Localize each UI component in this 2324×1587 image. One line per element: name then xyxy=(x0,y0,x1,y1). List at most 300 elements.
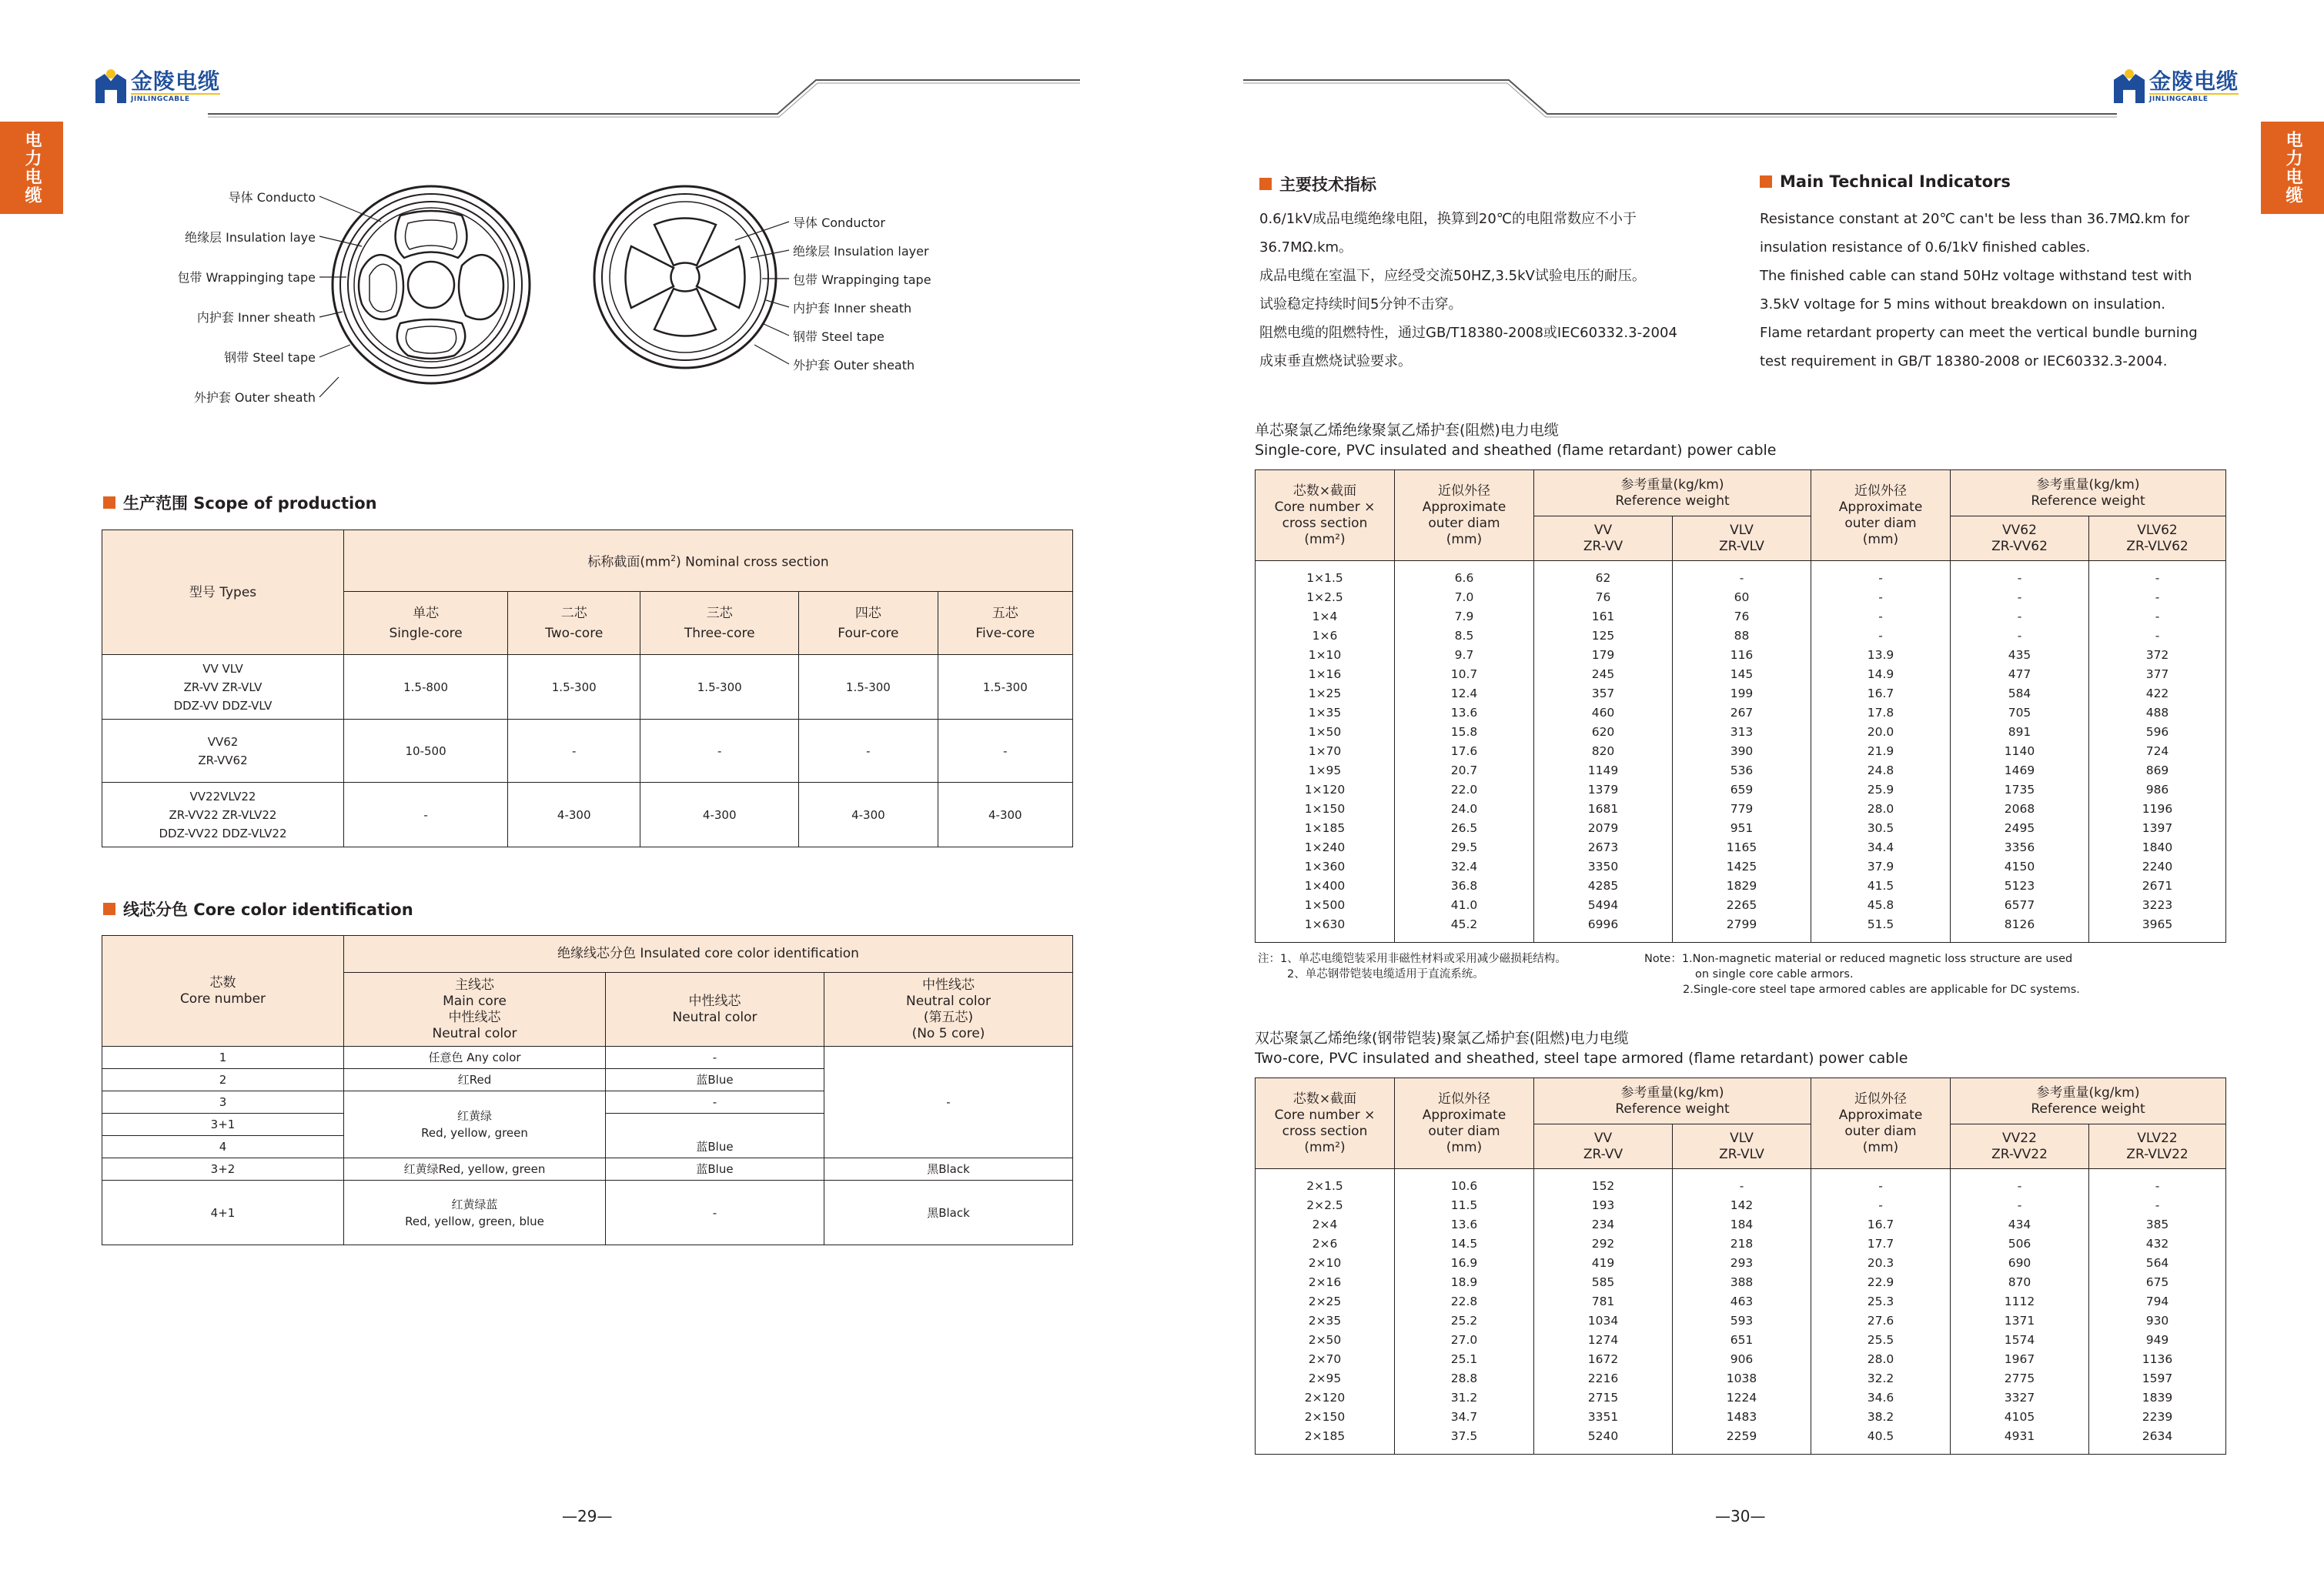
table-cell: 51.5 xyxy=(1811,915,1951,943)
table-row xyxy=(1256,1292,2226,1311)
table-cell: 8.5 xyxy=(1395,626,1534,646)
table-row xyxy=(1256,626,2226,646)
two-core-table-body xyxy=(1256,1169,2226,1455)
table-cell: 20.3 xyxy=(1811,1254,1951,1273)
table-cell: 2671 xyxy=(2089,877,2226,896)
table-cell: 1425 xyxy=(1673,857,1811,877)
table-cell: 45.2 xyxy=(1395,915,1534,943)
diagram-label: 绝缘层 Insulation layer xyxy=(793,244,929,259)
table-cell: 1840 xyxy=(2089,838,2226,857)
table-cell: 1×150 xyxy=(1256,800,1395,819)
diagram-label: 包带 Wrappinging tape xyxy=(177,270,316,285)
table-cell: 37.9 xyxy=(1811,857,1951,877)
table-cell: 292 xyxy=(1534,1235,1673,1254)
table-cell: 388 xyxy=(1673,1273,1811,1292)
table-cell: 7.9 xyxy=(1395,607,1534,626)
diagram-label: 内护套 Inner sheath xyxy=(793,301,912,316)
table-cell: 1034 xyxy=(1534,1311,1673,1331)
table-cell: 193 xyxy=(1534,1196,1673,1215)
table-row xyxy=(1256,819,2226,838)
table-cell: 906 xyxy=(1673,1350,1811,1369)
table-cell: 1672 xyxy=(1534,1350,1673,1369)
table-cell: 116 xyxy=(1673,646,1811,665)
core-color-table xyxy=(102,935,1073,1245)
table-cell: 432 xyxy=(2089,1235,2226,1254)
table1-caption: 单芯聚氯乙烯绝缘聚氯乙烯护套(阻燃)电力电缆 Single-core, PVC insulated and sheathed (flame retardant) power cable xyxy=(1255,422,1777,459)
table-cell: 1×4 xyxy=(1256,607,1395,626)
table-cell: 2×70 xyxy=(1256,1350,1395,1369)
vlv-header: VLV ZR-VLV xyxy=(1673,1124,1811,1169)
core-section-header: 芯数×截面 Core number × cross section (mm²) xyxy=(1256,1078,1395,1169)
cable-sector-icon xyxy=(594,186,789,368)
table-row xyxy=(1256,665,2226,684)
table-cell: 10.6 xyxy=(1395,1169,1534,1197)
core-color-section-title: 线芯分色 Core color identification xyxy=(103,897,413,920)
table-cell: 2673 xyxy=(1534,838,1673,857)
table-cell: - xyxy=(1951,588,2089,607)
table-cell: 10.7 xyxy=(1395,665,1534,684)
logo-mark-icon xyxy=(2114,69,2145,103)
table-cell: 1136 xyxy=(2089,1350,2226,1369)
table-row xyxy=(1256,588,2226,607)
table-cell: 986 xyxy=(2089,780,2226,800)
outer-diam-header: 近似外径 Approximate outer diam (mm) xyxy=(1811,470,1951,561)
table-cell: 1149 xyxy=(1534,761,1673,780)
brand-name-cn: 金陵电缆 xyxy=(2149,68,2239,94)
table-row xyxy=(1256,1169,2226,1197)
table-cell: 62 xyxy=(1534,561,1673,589)
insulated-color-header: 绝缘线芯分色 Insulated core color identification xyxy=(344,936,1073,973)
table-cell: 585 xyxy=(1534,1273,1673,1292)
table-row xyxy=(1256,723,2226,742)
table-row xyxy=(1256,1273,2226,1292)
core-number-header: 芯数 Core number xyxy=(102,936,344,1047)
single-core-table-body xyxy=(1256,561,2226,943)
table-cell: 1×400 xyxy=(1256,877,1395,896)
section-tab-label: 电力电缆 xyxy=(22,131,42,205)
table-cell: 1×240 xyxy=(1256,838,1395,857)
table-row xyxy=(1256,561,2226,589)
tech-en-title: Main Technical Indicators xyxy=(1760,172,2011,191)
table-cell: 12.4 xyxy=(1395,684,1534,703)
table-cell: 488 xyxy=(2089,703,2226,723)
weight-header: 参考重量(kg/km) Reference weight xyxy=(1534,470,1811,516)
table-row: 4+1 红黄绿蓝 Red, yellow, green, blue - 黑Black xyxy=(102,1181,1073,1245)
table-cell: 1196 xyxy=(2089,800,2226,819)
brand-logo xyxy=(2114,69,2239,103)
table-cell: 313 xyxy=(1673,723,1811,742)
scope-section-title: 生产范围 Scope of production xyxy=(103,491,377,514)
table-row xyxy=(1256,877,2226,896)
table-cell: 651 xyxy=(1673,1331,1811,1350)
table-cell: 930 xyxy=(2089,1311,2226,1331)
main-core-header: 主线芯 Main core 中性线芯 Neutral color xyxy=(344,973,606,1047)
table-cell: 16.7 xyxy=(1811,1215,1951,1235)
table-cell: 36.8 xyxy=(1395,877,1534,896)
table-cell: 179 xyxy=(1534,646,1673,665)
table-cell: 869 xyxy=(2089,761,2226,780)
table-row xyxy=(1256,761,2226,780)
table-cell: - xyxy=(2089,607,2226,626)
table-cell: 2×16 xyxy=(1256,1273,1395,1292)
table-cell: 28.0 xyxy=(1811,1350,1951,1369)
table-cell: - xyxy=(2089,561,2226,589)
table-row: VV62 ZR-VV62 10-500 - - - - xyxy=(102,720,1073,783)
section-tab xyxy=(2261,122,2324,214)
table-cell: 5240 xyxy=(1534,1427,1673,1455)
table-cell: 1483 xyxy=(1673,1408,1811,1427)
table-cell: 4105 xyxy=(1951,1408,2089,1427)
brand-logo xyxy=(95,69,220,103)
table-cell: 14.5 xyxy=(1395,1235,1534,1254)
table-cell: 584 xyxy=(1951,684,2089,703)
vlv-header: VLV ZR-VLV xyxy=(1673,516,1811,561)
table-cell: 949 xyxy=(2089,1331,2226,1350)
diagram-label: 导体 Conductor xyxy=(793,215,885,230)
table-cell: 25.2 xyxy=(1395,1311,1534,1331)
diagram-label: 内护套 Inner sheath xyxy=(196,310,316,325)
page-number: —29— xyxy=(562,1507,613,1525)
col-five-core: 五芯 Five-core xyxy=(938,592,1072,655)
table-cell: 3327 xyxy=(1951,1388,2089,1408)
table-cell: 2×2.5 xyxy=(1256,1196,1395,1215)
table-cell: 506 xyxy=(1951,1235,2089,1254)
table-cell: 1371 xyxy=(1951,1311,2089,1331)
table-cell: 17.6 xyxy=(1395,742,1534,761)
table-cell: 372 xyxy=(2089,646,2226,665)
col-single-core: 单芯 Single-core xyxy=(344,592,508,655)
table-cell: 25.3 xyxy=(1811,1292,1951,1311)
table-cell: 779 xyxy=(1673,800,1811,819)
table-cell: 1×16 xyxy=(1256,665,1395,684)
table-cell: 76 xyxy=(1534,588,1673,607)
table-cell: 4931 xyxy=(1951,1427,2089,1455)
table-cell: 20.0 xyxy=(1811,723,1951,742)
diagram-label: 绝缘层 Insulation laye xyxy=(185,230,316,245)
table-cell: 22.0 xyxy=(1395,780,1534,800)
table-cell: 27.0 xyxy=(1395,1331,1534,1350)
table-cell: 2495 xyxy=(1951,819,2089,838)
table-cell: - xyxy=(1951,607,2089,626)
table-cell: 76 xyxy=(1673,607,1811,626)
col-three-core: 三芯 Three-core xyxy=(640,592,799,655)
table-cell: 4150 xyxy=(1951,857,2089,877)
vv-header: VV ZR-VV xyxy=(1534,1124,1673,1169)
table-cell: 17.7 xyxy=(1811,1235,1951,1254)
table-cell: 820 xyxy=(1534,742,1673,761)
outer-diam-header: 近似外径 Approximate outer diam (mm) xyxy=(1395,1078,1534,1169)
table-cell: 422 xyxy=(2089,684,2226,703)
table-cell: 34.4 xyxy=(1811,838,1951,857)
table-row: 1 任意色 Any color - - xyxy=(102,1047,1073,1069)
table-cell: 293 xyxy=(1673,1254,1811,1273)
table-cell: 18.9 xyxy=(1395,1273,1534,1292)
table-cell: 60 xyxy=(1673,588,1811,607)
table-cell: 145 xyxy=(1673,665,1811,684)
table-cell: - xyxy=(1951,626,2089,646)
table-cell: 3350 xyxy=(1534,857,1673,877)
table-cell: 1112 xyxy=(1951,1292,2089,1311)
table-cell: 29.5 xyxy=(1395,838,1534,857)
table-cell: 1×70 xyxy=(1256,742,1395,761)
table-cell: 2×6 xyxy=(1256,1235,1395,1254)
table-row xyxy=(1256,1408,2226,1427)
vlv22-header: VLV22 ZR-VLV22 xyxy=(2089,1124,2226,1169)
table-cell: 1829 xyxy=(1673,877,1811,896)
table-cell: 2×4 xyxy=(1256,1215,1395,1235)
table-cell: 434 xyxy=(1951,1215,2089,1235)
table-cell: 1839 xyxy=(2089,1388,2226,1408)
table-cell: 34.7 xyxy=(1395,1408,1534,1427)
table-cell: 184 xyxy=(1673,1215,1811,1235)
table-cell: 2×120 xyxy=(1256,1388,1395,1408)
table-cell: 2634 xyxy=(2089,1427,2226,1455)
table-cell: 25.9 xyxy=(1811,780,1951,800)
table-cell: - xyxy=(1811,1169,1951,1197)
table-cell: 4285 xyxy=(1534,877,1673,896)
table-cell: 16.7 xyxy=(1811,684,1951,703)
diagram-label: 外护套 Outer sheath xyxy=(193,390,316,405)
table-cell: 2×95 xyxy=(1256,1369,1395,1388)
table-cell: 161 xyxy=(1534,607,1673,626)
table-cell: 13.6 xyxy=(1395,1215,1534,1235)
table-cell: 26.5 xyxy=(1395,819,1534,838)
table-row: VV VLV ZR-VV ZR-VLV DDZ-VV DDZ-VLV 1.5-800 1.5-300 1.5-300 1.5-300 1.5-300 xyxy=(102,655,1073,720)
table-cell: 419 xyxy=(1534,1254,1673,1273)
table-cell: - xyxy=(2089,1196,2226,1215)
diagram-label: 钢带 Steel tape xyxy=(793,329,884,344)
header-rule xyxy=(1162,0,2324,123)
table-cell: 234 xyxy=(1534,1215,1673,1235)
table-row: 4 xyxy=(102,1136,1073,1158)
table-row: 3 红黄绿 Red, yellow, green - xyxy=(102,1091,1073,1114)
table-cell: 1×120 xyxy=(1256,780,1395,800)
table-cell: 390 xyxy=(1673,742,1811,761)
table-row: VV22VLV22 ZR-VV22 ZR-VLV22 DDZ-VV22 DDZ-VLV22 - 4-300 4-300 4-300 4-300 xyxy=(102,783,1073,847)
col-two-core: 二芯 Two-core xyxy=(508,592,640,655)
weight-header: 参考重量(kg/km) Reference weight xyxy=(1951,470,2226,516)
table-cell: 17.8 xyxy=(1811,703,1951,723)
table-cell: 8126 xyxy=(1951,915,2089,943)
table-cell: 25.1 xyxy=(1395,1350,1534,1369)
table-cell: 20.7 xyxy=(1395,761,1534,780)
table-cell: 1×2.5 xyxy=(1256,588,1395,607)
table-cell: 1×630 xyxy=(1256,915,1395,943)
table-cell: - xyxy=(1811,588,1951,607)
table-cell: 3223 xyxy=(2089,896,2226,915)
table-cell: 1165 xyxy=(1673,838,1811,857)
table-row xyxy=(1256,1215,2226,1235)
table-cell: 1967 xyxy=(1951,1350,2089,1369)
diagram-label: 外护套 Outer sheath xyxy=(793,358,915,373)
bullet-square-icon xyxy=(103,496,115,509)
table-cell: 564 xyxy=(2089,1254,2226,1273)
table-cell: 9.7 xyxy=(1395,646,1534,665)
table-cell: 6577 xyxy=(1951,896,2089,915)
table-cell: 891 xyxy=(1951,723,2089,742)
table-cell: 25.5 xyxy=(1811,1331,1951,1350)
table-row xyxy=(1256,607,2226,626)
table-row xyxy=(1256,1388,2226,1408)
table-cell: 870 xyxy=(1951,1273,2089,1292)
brand-name-en: JINLINGCABLE xyxy=(131,93,220,103)
table-cell: 1574 xyxy=(1951,1331,2089,1350)
table-row xyxy=(1256,1427,2226,1455)
cable-cross-section-diagram xyxy=(0,169,1162,416)
table-cell: 2×35 xyxy=(1256,1311,1395,1331)
table-cell: - xyxy=(1811,1196,1951,1215)
table-cell: 2×1.5 xyxy=(1256,1169,1395,1197)
table-cell: 1×25 xyxy=(1256,684,1395,703)
table-cell: 1×35 xyxy=(1256,703,1395,723)
two-core-table xyxy=(1255,1077,2226,1455)
table-cell: - xyxy=(1951,1196,2089,1215)
table-cell: 1×1.5 xyxy=(1256,561,1395,589)
diagram-label: 包带 Wrappinging tape xyxy=(793,272,931,287)
table-cell: 377 xyxy=(2089,665,2226,684)
bullet-square-icon xyxy=(1259,178,1272,190)
tech-cn-text: 0.6/1kV成品电缆绝缘电阻，换算到20℃的电阻常数应不小于 36.7MΩ.km。 成品电缆在室温下，应经受交流50HZ,3.5kV试验电压的耐压。 试验稳定持续时间5分钟不击穿。 阻燃电缆的阻燃特性，通过GB/T18380-2008或IEC60332.3-2004 成束垂直燃烧试验要求。 xyxy=(1259,211,1677,369)
table-cell: 41.5 xyxy=(1811,877,1951,896)
table-cell: 2×50 xyxy=(1256,1331,1395,1350)
table-cell: 2799 xyxy=(1673,915,1811,943)
section-tab-label: 电力电缆 xyxy=(2283,131,2302,205)
table-cell: 2×150 xyxy=(1256,1408,1395,1427)
table-cell: 1379 xyxy=(1534,780,1673,800)
table-cell: 536 xyxy=(1673,761,1811,780)
bullet-square-icon xyxy=(103,903,115,915)
table-cell: 2775 xyxy=(1951,1369,2089,1388)
table-cell: 2×10 xyxy=(1256,1254,1395,1273)
tech-cn-title: 主要技术指标 xyxy=(1259,172,1376,195)
table-cell: - xyxy=(1673,561,1811,589)
table-cell: 13.6 xyxy=(1395,703,1534,723)
table-cell: 13.9 xyxy=(1811,646,1951,665)
table-cell: 1224 xyxy=(1673,1388,1811,1408)
table2-caption: 双芯聚氯乙烯绝缘(钢带铠装)聚氯乙烯护套(阻燃)电力电缆 Two-core, PVC insulated and sheathed, steel tape armored (flame retardant) power cable xyxy=(1255,1030,1908,1067)
table-cell: - xyxy=(2089,588,2226,607)
table-cell: 27.6 xyxy=(1811,1311,1951,1331)
table-cell: 460 xyxy=(1534,703,1673,723)
table-cell: 21.9 xyxy=(1811,742,1951,761)
table-row: 3+1 蓝Blue xyxy=(102,1114,1073,1136)
table-row xyxy=(1256,1350,2226,1369)
table-cell: 199 xyxy=(1673,684,1811,703)
table-cell: 2715 xyxy=(1534,1388,1673,1408)
table-cell: 2259 xyxy=(1673,1427,1811,1455)
table-cell: 15.8 xyxy=(1395,723,1534,742)
table-cell: 245 xyxy=(1534,665,1673,684)
table-row: 3+2 红黄绿Red, yellow, green 蓝Blue 黑Black xyxy=(102,1158,1073,1181)
table-cell: - xyxy=(1811,561,1951,589)
table-cell: 11.5 xyxy=(1395,1196,1534,1215)
table-cell: 596 xyxy=(2089,723,2226,742)
col-four-core: 四芯 Four-core xyxy=(799,592,938,655)
table-cell: 951 xyxy=(1673,819,1811,838)
table-cell: 32.2 xyxy=(1811,1369,1951,1388)
table-cell: 659 xyxy=(1673,780,1811,800)
table-cell: 41.0 xyxy=(1395,896,1534,915)
table-cell: 593 xyxy=(1673,1311,1811,1331)
table-cell: 16.9 xyxy=(1395,1254,1534,1273)
table-cell: 620 xyxy=(1534,723,1673,742)
table-cell: 28.8 xyxy=(1395,1369,1534,1388)
table-row xyxy=(1256,646,2226,665)
table-cell: 5123 xyxy=(1951,877,2089,896)
table-cell: 690 xyxy=(1951,1254,2089,1273)
core-section-header: 芯数×截面 Core number × cross section (mm²) xyxy=(1256,470,1395,561)
table-row xyxy=(1256,896,2226,915)
table-cell: 705 xyxy=(1951,703,2089,723)
vv22-header: VV22 ZR-VV22 xyxy=(1951,1124,2089,1169)
table-cell: - xyxy=(1951,1169,2089,1197)
table-cell: 2216 xyxy=(1534,1369,1673,1388)
scope-table xyxy=(102,530,1073,847)
table-cell: 2×25 xyxy=(1256,1292,1395,1311)
table-cell: 3351 xyxy=(1534,1408,1673,1427)
table-cell: 40.5 xyxy=(1811,1427,1951,1455)
table-row xyxy=(1256,703,2226,723)
table-cell: 1597 xyxy=(2089,1369,2226,1388)
table-cell: 675 xyxy=(2089,1273,2226,1292)
table-cell: 463 xyxy=(1673,1292,1811,1311)
tech-en-text: Resistance constant at 20℃ can't be less than 36.7MΩ.km for insulation resistance of 0.6/1kV finished cables. The finished cable can stand 50Hz voltage withstand test with 3.5kV voltage for 5 mins without breakdown on insulation. Flame retardant property can meet the vertical bundle burning test requirement in GB/T 18380-2008 or IEC60332.3-2004. xyxy=(1760,211,2198,369)
table-cell: 385 xyxy=(2089,1215,2226,1235)
single-core-table xyxy=(1255,469,2226,943)
vv-header: VV ZR-VV xyxy=(1534,516,1673,561)
vv62-header: VV62 ZR-VV62 xyxy=(1951,516,2089,561)
table-cell: 477 xyxy=(1951,665,2089,684)
cable-round-icon xyxy=(319,186,530,397)
weight-header: 参考重量(kg/km) Reference weight xyxy=(1534,1078,1811,1124)
table-cell: - xyxy=(2089,1169,2226,1197)
table-cell: 37.5 xyxy=(1395,1427,1534,1455)
table-row xyxy=(1256,1331,2226,1350)
table-cell: 6.6 xyxy=(1395,561,1534,589)
header-rule xyxy=(0,0,1162,123)
table-cell: 28.0 xyxy=(1811,800,1951,819)
table-cell: 34.6 xyxy=(1811,1388,1951,1408)
table-row xyxy=(1256,857,2226,877)
table-row xyxy=(1256,1196,2226,1215)
table-cell: 2265 xyxy=(1673,896,1811,915)
table-cell: 125 xyxy=(1534,626,1673,646)
table-cell: 1×185 xyxy=(1256,819,1395,838)
table-cell: 3965 xyxy=(2089,915,2226,943)
types-header: 型号 Types xyxy=(102,530,344,655)
table-cell: 2239 xyxy=(2089,1408,2226,1427)
nominal-section-header: 标称截面$(mm^2)$ Nominal cross section xyxy=(344,530,1073,592)
table-cell: 1×360 xyxy=(1256,857,1395,877)
table-row xyxy=(1256,780,2226,800)
table-row xyxy=(1256,1254,2226,1273)
table-cell: 2079 xyxy=(1534,819,1673,838)
table-cell: 45.8 xyxy=(1811,896,1951,915)
table-cell: 30.5 xyxy=(1811,819,1951,838)
table-cell: 435 xyxy=(1951,646,2089,665)
table-cell: 1735 xyxy=(1951,780,2089,800)
table-cell: 1×95 xyxy=(1256,761,1395,780)
table-cell: 1×50 xyxy=(1256,723,1395,742)
table-row xyxy=(1256,684,2226,703)
table-row xyxy=(1256,1235,2226,1254)
table-cell: 24.0 xyxy=(1395,800,1534,819)
table-cell: 1469 xyxy=(1951,761,2089,780)
table-cell: 1038 xyxy=(1673,1369,1811,1388)
neutral-core-header: 中性线芯 Neutral color xyxy=(606,973,824,1047)
table-cell: 1×6 xyxy=(1256,626,1395,646)
table-row xyxy=(1256,1369,2226,1388)
